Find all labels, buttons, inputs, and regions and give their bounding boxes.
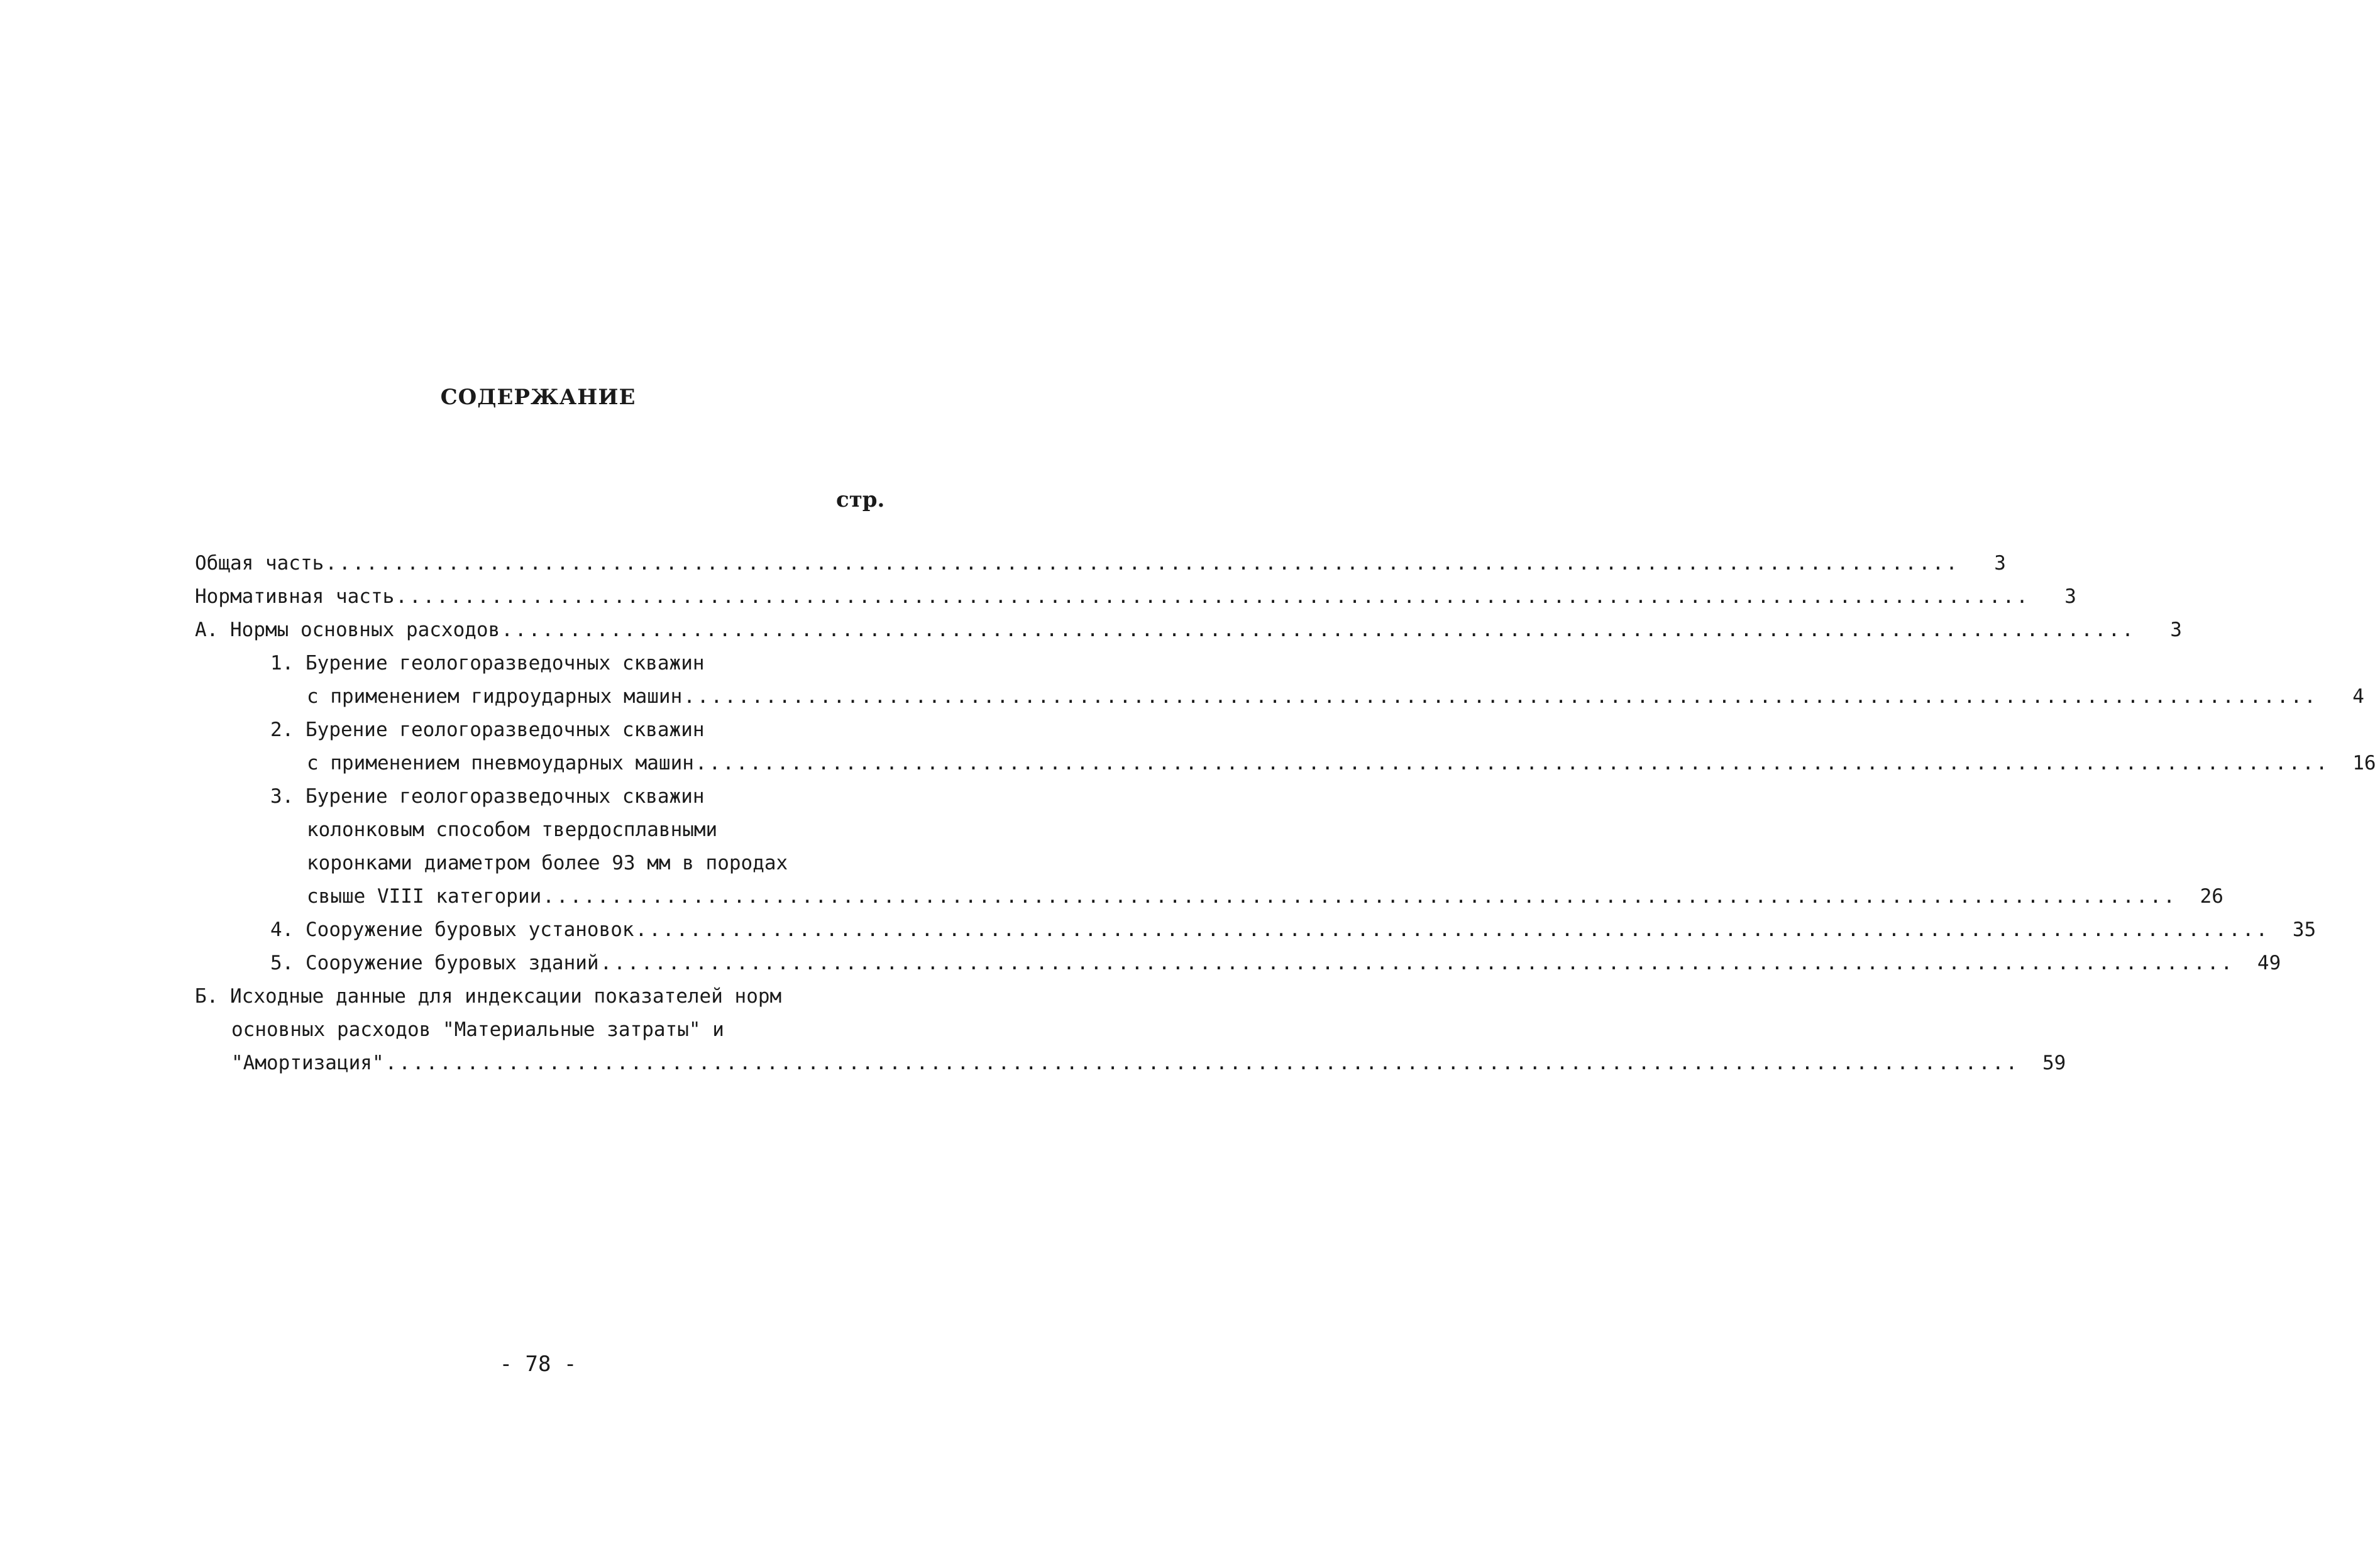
toc-leader-dots: ........................................................................................................................ bbox=[695, 752, 2330, 774]
toc-entry-text: А. Нормы основных расходов bbox=[195, 619, 500, 641]
toc-entry-text: Нормативная часть bbox=[195, 585, 395, 608]
toc-entry bbox=[195, 913, 2317, 947]
toc-entry bbox=[195, 780, 880, 813]
toc-entry-text: Общая часть bbox=[195, 552, 324, 575]
toc-entry bbox=[195, 680, 2364, 713]
toc-entry-text: "Амортизация" bbox=[231, 1052, 384, 1074]
toc-entry-text: с применением пневмоударных машин bbox=[307, 752, 694, 774]
toc-leader-dots: ........................................................................................................................ bbox=[635, 918, 2270, 941]
toc-entry-text: 5. Сооружение буровых зданий bbox=[270, 952, 599, 974]
toc-leader-dots: ........................................................................................................................ bbox=[395, 585, 2030, 608]
toc-entry bbox=[195, 847, 880, 880]
toc-entry-text: коронками диаметром более 93 мм в породах bbox=[307, 852, 788, 874]
table-of-contents bbox=[195, 547, 2376, 1080]
toc-entry-text: 2. Бурение геологоразведочных скважин bbox=[270, 719, 705, 741]
toc-entry bbox=[195, 647, 880, 680]
toc-entry-text: 1. Бурение геологоразведочных скважин bbox=[270, 652, 705, 675]
toc-entry bbox=[195, 980, 880, 1013]
toc-entry bbox=[195, 947, 2281, 980]
toc-entry-page: 26 bbox=[2200, 885, 2223, 908]
toc-entry bbox=[195, 614, 2182, 647]
toc-entry-text: колонковым способом твердосплавными bbox=[307, 818, 718, 841]
toc-entry-page: 35 bbox=[2292, 918, 2317, 941]
toc-entry bbox=[195, 813, 880, 847]
toc-entry-text: 4. Сооружение буровых установок bbox=[270, 918, 634, 941]
toc-entry-page: 3 bbox=[1994, 552, 2006, 575]
toc-entry-text: основных расходов "Материальные затраты" и bbox=[231, 1018, 724, 1041]
toc-leader-dots: ........................................................................................................................ bbox=[501, 619, 2135, 641]
toc-entry bbox=[195, 880, 2223, 913]
toc-entry-text: с применением гидроударных машин bbox=[307, 685, 683, 708]
toc-leader-dots: ........................................................................................................................ bbox=[683, 685, 2318, 708]
toc-entry bbox=[195, 713, 880, 747]
toc-entry-page: 16 bbox=[2352, 752, 2376, 774]
toc-entry-text: 3. Бурение геологоразведочных скважин bbox=[270, 785, 705, 808]
toc-entry-page: 59 bbox=[2042, 1052, 2066, 1074]
toc-leader-dots: ........................................................................................................................ bbox=[325, 552, 1959, 575]
pages-column-header: стр. bbox=[836, 487, 885, 512]
toc-entry bbox=[195, 580, 2076, 614]
toc-entry-page: 3 bbox=[2064, 585, 2076, 608]
toc-leader-dots: ........................................................................................................................ bbox=[600, 952, 2235, 974]
toc-entry bbox=[195, 747, 2376, 780]
toc-entry bbox=[195, 547, 2006, 580]
toc-entry bbox=[195, 1013, 880, 1047]
toc-entry-page: 3 bbox=[2170, 619, 2182, 641]
toc-entry-page: 4 bbox=[2352, 685, 2364, 708]
toc-entry bbox=[195, 1047, 2066, 1080]
toc-leader-dots: ........................................................................................................................ bbox=[543, 885, 2177, 908]
toc-entry-text: Б. Исходные данные для индексации показателей норм bbox=[195, 985, 782, 1008]
toc-entry-page: 49 bbox=[2257, 952, 2281, 974]
page-title: СОДЕРЖАНИЕ bbox=[440, 385, 636, 410]
page-number: - 78 - bbox=[499, 1352, 577, 1377]
toc-leader-dots: ........................................................................................................................ bbox=[385, 1052, 2020, 1074]
toc-entry-text: свыше VIII категории bbox=[307, 885, 542, 908]
